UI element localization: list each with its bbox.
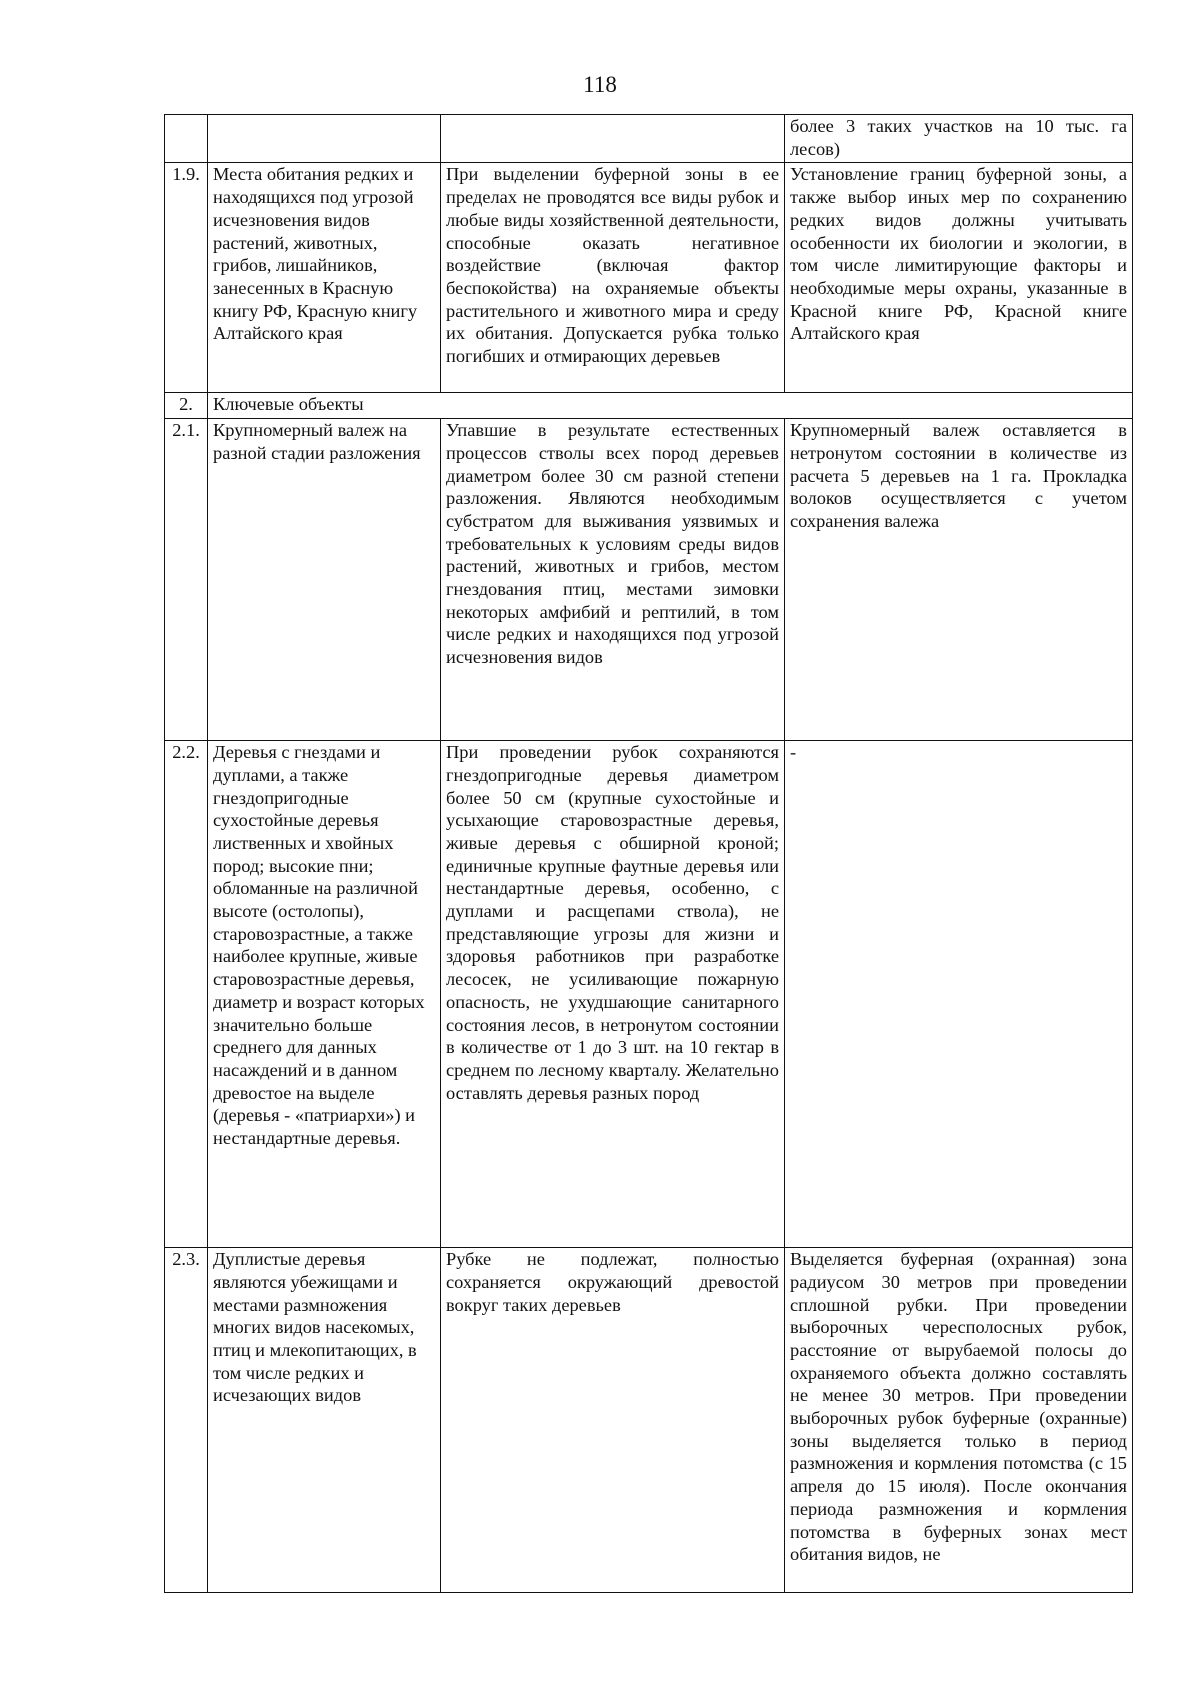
row-number-cell: 2.3. (165, 1248, 208, 1593)
table-row (165, 163, 1133, 393)
measures-cell: Установление границ буферной зоны, а также выбор иных мер по сохранению редких видов должны учитывать особенности их биологии и экологии, в том числе лимитирующие факторы и необходимые меры охраны, указанные в Красной книге РФ, Красной книге Алтайского края (785, 163, 1133, 393)
row-number-cell: 2. (165, 393, 208, 419)
document-table (164, 114, 1133, 1593)
description-cell: Рубке не подлежат, полностью сохраняется окружающий древостой вокруг таких деревьев (441, 1248, 785, 1593)
object-cell (208, 115, 441, 163)
description-cell: При выделении буферной зоны в ее пределах не проводятся все виды рубок и любые виды хозяйственной деятельности, способные оказать негативное воздействие (включая фактор беспокойства) на охраняемые объекты растительного и животного мира и среду их обитания. Допускается рубка только погибших и отмирающих деревьев (441, 163, 785, 393)
table-row (165, 419, 1133, 741)
description-cell: При проведении рубок сохраняются гнездопригодные деревья диаметром более 50 см (крупные сухостойные и усыхающие старовозрастные деревья, живые деревья с обширной кроной; единичные крупные фаутные деревья или нестандартные деревья, особенно, с дуплами и расщепами ствола), не представляющие угрозы для жизни и здоровья работников при разработке лесосек, не усиливающие пожарную опасность, не ухудшающие санитарного состояния лесов, в нетронутом состоянии в количестве от 1 до 3 шт. на 10 гектар в среднем по лесному кварталу. Желательно оставлять деревья разных пород (441, 741, 785, 1248)
row-number-cell: 2.1. (165, 419, 208, 741)
description-cell: Упавшие в результате естественных процессов стволы всех пород деревьев диаметром более 30 см разной степени разложения. Являются необходимым субстратом для выживания уязвимых и требовательных к условиям среды видов растений, животных и грибов, местом гнездования птиц, местами зимовки некоторых амфибий и рептилий, в том числе редких и находящихся под угрозой исчезновения видов (441, 419, 785, 741)
measures-cell: - (785, 741, 1133, 1248)
row-number-cell (165, 115, 208, 163)
row-number-cell: 1.9. (165, 163, 208, 393)
measures-cell: Крупномерный валеж оставляется в нетронутом состоянии в количестве из расчета 5 деревьев на 1 га. Прокладка волоков осуществляется с учетом сохранения валежа (785, 419, 1133, 741)
section-row (165, 393, 1133, 419)
row-number-cell: 2.2. (165, 741, 208, 1248)
section-title: Ключевые объекты (208, 393, 1133, 419)
measures-cell: более 3 таких участков на 10 тыс. га лесов) (785, 115, 1133, 163)
object-cell: Места обитания редких и находящихся под угрозой исчезновения видов растений, животных, грибов, лишайников, занесенных в Красную книгу РФ, Красную книгу Алтайского края (208, 163, 441, 393)
table-row (165, 741, 1133, 1248)
object-cell: Крупномерный валеж на разной стадии разложения (208, 419, 441, 741)
object-cell: Деревья с гнездами и дуплами, а также гнездопригодные сухостойные деревья лиственных и хвойных пород; высокие пни; обломанные на различной высоте (остолопы), старовозрастные, а также наиболее крупные, живые старовозрастные деревья, диаметр и возраст которых значительно больше среднего для данных насаждений и в данном древостое на выделе (деревья - «патриархи») и нестандартные деревья. (208, 741, 441, 1248)
measures-cell: Выделяется буферная (охранная) зона радиусом 30 метров при проведении сплошной рубки. При проведении выборочных чересполосных рубок, расстояние от вырубаемой полосы до охраняемого объекта должно составлять не менее 30 метров. При проведении выборочных рубок буферные (охранные) зоны выделяется только в период размножения и кормления потомства (с 15 апреля до 15 июля). После окончания периода размножения и кормления потомства в буферных зонах мест обитания видов, не (785, 1248, 1133, 1593)
description-cell (441, 115, 785, 163)
page-number: 118 (583, 72, 617, 97)
table-row (165, 115, 1133, 163)
object-cell: Дуплистые деревья являются убежищами и местами размножения многих видов насекомых, птиц и млекопитающих, в том числе редких и исчезающих видов (208, 1248, 441, 1593)
table-row (165, 1248, 1133, 1593)
